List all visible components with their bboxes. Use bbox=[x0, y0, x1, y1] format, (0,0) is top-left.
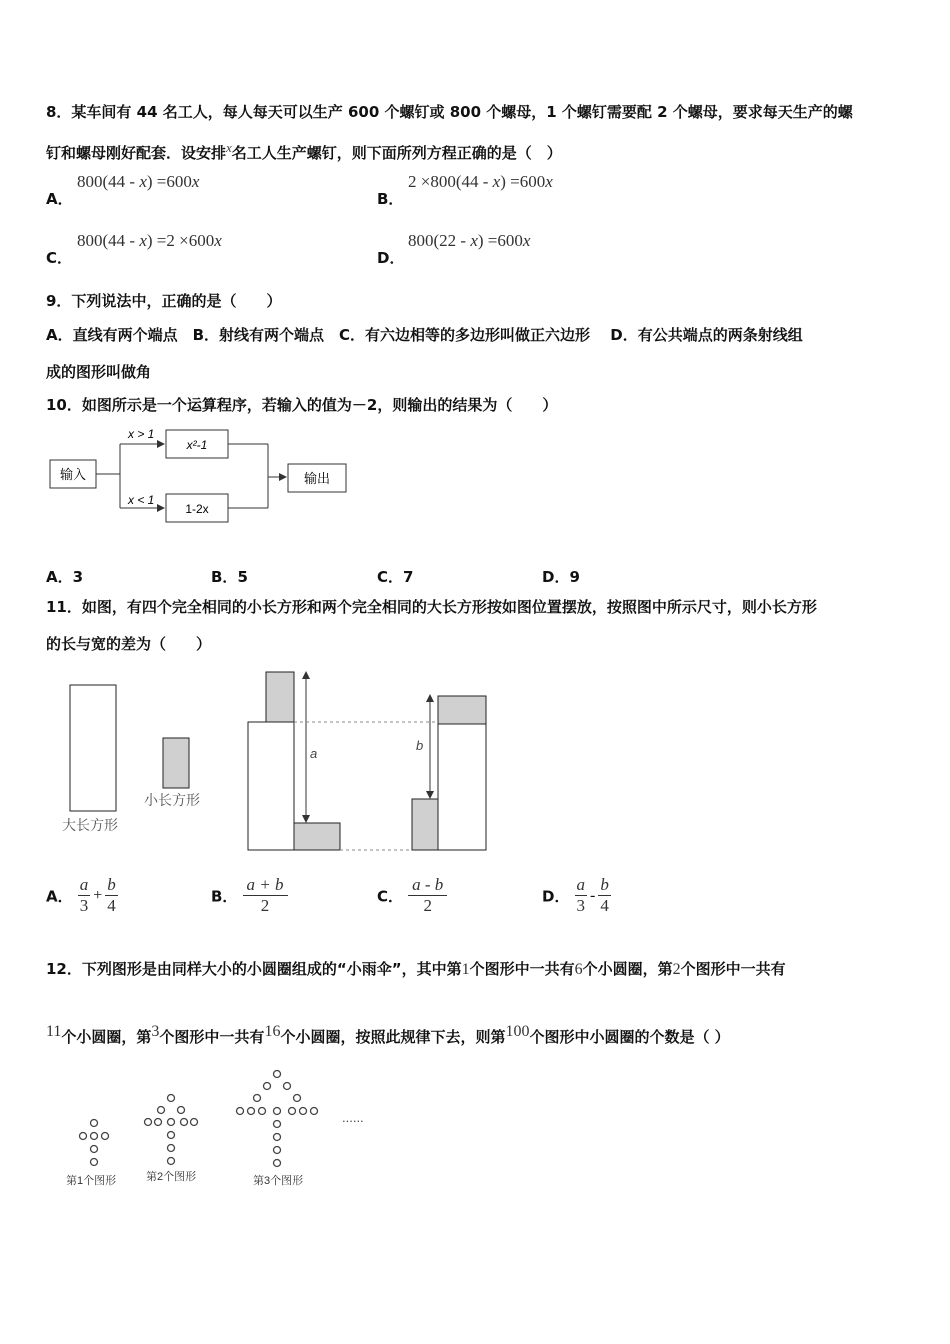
q10-flowchart bbox=[40, 420, 370, 530]
q8-option-b-label[interactable]: B． bbox=[377, 190, 404, 208]
q8-option-d-equation: 800(22 - x) =600x bbox=[408, 231, 531, 250]
q10-stem: 10．如图所示是一个运算程序，若输入的值为－2，则输出的结果为（ ） bbox=[46, 396, 558, 414]
big-rect-left bbox=[248, 722, 294, 850]
q10-option-b[interactable]: B．5 bbox=[211, 568, 248, 586]
flow-cond-bottom: x < 1 bbox=[128, 493, 155, 507]
q9-stem: 9．下列说法中，正确的是（ ） bbox=[46, 292, 282, 310]
q12-stem-line2: $^{11}$个小圆圈，第$^3$个图形中一共有$^{16}$个小圆圈，按照此规律下去，则第$^{100}$个图形中小圆圈的个数是（ ） bbox=[46, 1023, 730, 1046]
label-b: b bbox=[416, 738, 424, 753]
q12-umbrella-figures bbox=[50, 1060, 390, 1200]
q8-option-d-label[interactable]: D． bbox=[377, 249, 405, 267]
flow-input-text: 输入 bbox=[59, 467, 87, 482]
q11-figure bbox=[40, 665, 500, 860]
big-rect-right bbox=[438, 724, 486, 850]
q11-option-b[interactable]: B． $\frac{a + b}{2}$ bbox=[211, 876, 288, 916]
ref-big-rect bbox=[70, 685, 116, 811]
q10-option-d[interactable]: D．9 bbox=[542, 568, 580, 586]
q11-stem-line2: 的长与宽的差为（ ） bbox=[46, 635, 212, 653]
ellipsis: ...... bbox=[342, 1110, 364, 1125]
q8-stem-text-b: 名工人生产螺钉，则下面所列方程正确的是（ ） bbox=[231, 144, 562, 162]
q8-stem-line2 bbox=[46, 141, 562, 161]
q11-option-a[interactable]: A． $\frac{a}{3}$ + $\frac{b}{4}$ bbox=[46, 875, 116, 915]
q11-stem-line1: 11．如图，有四个完全相同的小长方形和两个完全相同的大长方形按如图位置摆放，按照图中所示尺寸，则小长方形 bbox=[46, 598, 817, 616]
flow-box-top-text: x²-1 bbox=[186, 438, 208, 452]
q12-stem-line1: 12．下列图形是由同样大小的小圆圈组成的“小雨伞”，其中第1个图形中一共有6个小圆圈，第2个图形中一共有 bbox=[46, 960, 786, 978]
q11-option-c[interactable]: C． $\frac{a - b}{2}$ bbox=[377, 876, 447, 916]
small-rect-right-top bbox=[438, 696, 486, 724]
q8-option-a-label[interactable]: A． bbox=[46, 190, 73, 208]
flow-box-bottom-text: 1-2x bbox=[185, 502, 209, 516]
fig2-label: 第2个图形 bbox=[146, 1171, 197, 1183]
q9-options-line1[interactable]: A．直线有两个端点 B．射线有两个端点 C．有六边相等的多边形叫做正六边形 D．有公共端点的两条射线组 bbox=[46, 326, 803, 344]
fig1-label: 第1个图形 bbox=[66, 1175, 117, 1187]
q8-stem-line1: 8．某车间有 44 名工人，每人每天可以生产 600 个螺钉或 800 个螺母，1 个螺钉需要配 2 个螺母，要求每天生产的螺 bbox=[46, 103, 853, 121]
q8-option-a-equation: 800(44 - x) =600x bbox=[77, 172, 200, 191]
q8-option-c-label[interactable]: C． bbox=[46, 249, 73, 267]
small-rect-right-bottom bbox=[412, 799, 438, 850]
small-rect-left-top bbox=[266, 672, 294, 722]
flow-output-text: 输出 bbox=[303, 471, 331, 486]
ref-small-rect bbox=[163, 738, 189, 788]
q10-option-c[interactable]: C．7 bbox=[377, 568, 414, 586]
fig3-label: 第3个图形 bbox=[253, 1175, 304, 1187]
big-rect-label: 大长方形 bbox=[62, 817, 118, 833]
q10-option-a[interactable]: A．3 bbox=[46, 568, 84, 586]
q8-stem-text-a: 钉和螺母刚好配套．设安排 bbox=[46, 144, 227, 162]
flow-cond-top: x > 1 bbox=[128, 427, 155, 441]
q9-options-line2: 成的图形叫做角 bbox=[46, 363, 152, 381]
q8-option-b-equation: 2 ×800(44 - x) =600x bbox=[408, 172, 553, 191]
q8-option-c-equation: 800(44 - x) =2 ×600x bbox=[77, 231, 222, 250]
q11-option-d[interactable]: D． $\frac{a}{3}$ - $\frac{b}{4}$ bbox=[542, 875, 609, 915]
q8-var-x: x bbox=[226, 140, 232, 155]
label-a: a bbox=[310, 746, 318, 761]
small-rect-left-bottom bbox=[294, 823, 340, 850]
small-rect-label: 小长方形 bbox=[144, 792, 200, 808]
